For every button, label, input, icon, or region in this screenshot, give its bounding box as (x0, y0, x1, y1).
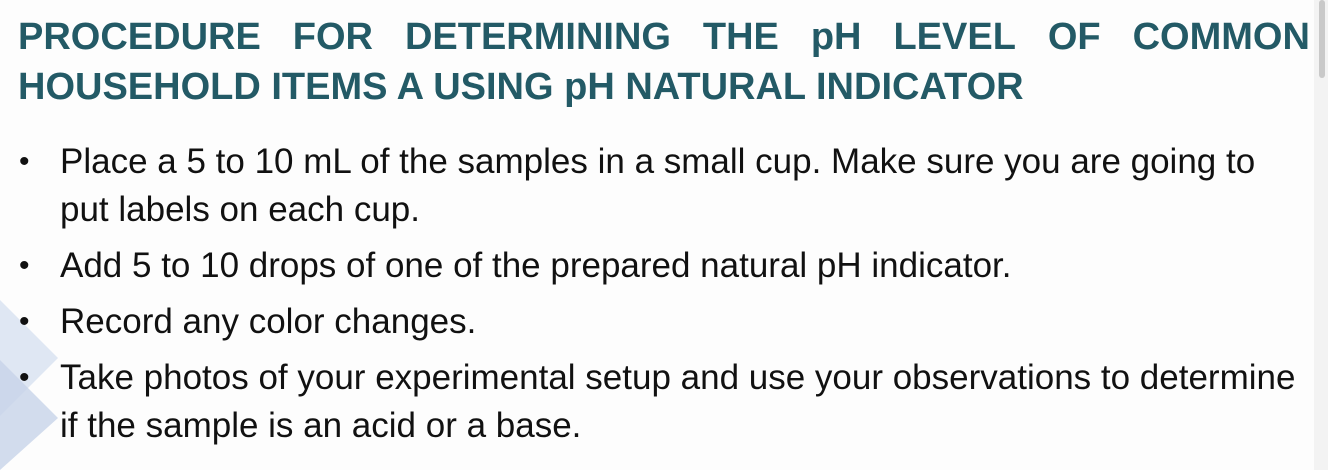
title-word: OF (1047, 16, 1101, 58)
bullet-dot-icon: • (19, 361, 30, 394)
scrollbar-thumb[interactable] (1319, 0, 1325, 78)
title-word: pH (810, 16, 862, 58)
list-item (0, 242, 1328, 290)
list-item (0, 354, 1328, 450)
bullet-dot-icon: • (19, 145, 30, 178)
list-item (0, 298, 1328, 346)
bullet-dot-icon: • (19, 249, 30, 282)
list-item-text: Place a 5 to 10 mL of the samples in a small cup. Make sure you are going to put labels on each cup. (60, 142, 1256, 229)
title-word: COMMON (1132, 16, 1310, 58)
title-word: THE (702, 16, 779, 58)
page-title (18, 12, 1310, 112)
title-word: LEVEL (893, 16, 1016, 58)
title-word: PROCEDURE (18, 16, 261, 58)
title-word: DETERMINING (404, 16, 671, 58)
vertical-scrollbar[interactable] (1314, 0, 1328, 470)
list-item-text: Add 5 to 10 drops of one of the prepared natural pH indicator. (60, 246, 1012, 285)
title-line-1 (18, 12, 1310, 62)
list-item-text: Record any color changes. (60, 302, 477, 341)
procedure-list (0, 138, 1328, 458)
list-item-text: Take photos of your experimental setup and use your observations to determine if the sample is an acid or a base. (60, 358, 1296, 445)
title-line-2: HOUSEHOLD ITEMS A USING pH NATURAL INDICATOR (18, 66, 1024, 108)
list-item (0, 138, 1328, 234)
bullet-dot-icon: • (19, 305, 30, 338)
title-word: FOR (292, 16, 373, 58)
